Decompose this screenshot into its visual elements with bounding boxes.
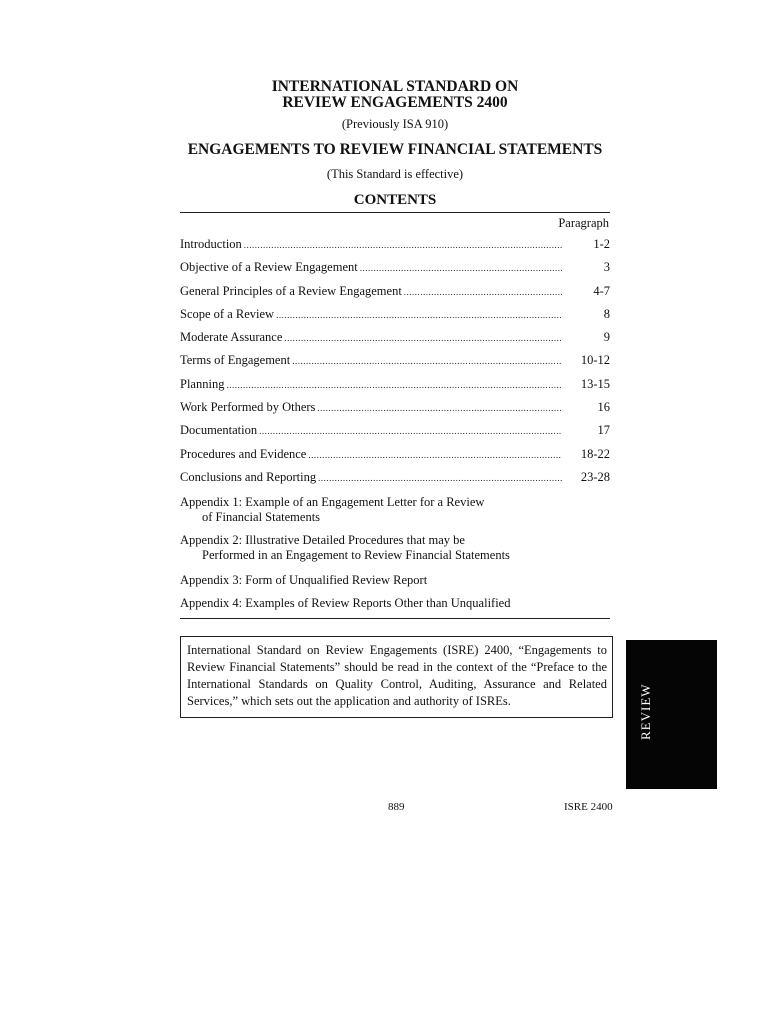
appendix-1-line-2: of Financial Statements <box>202 510 321 524</box>
dot-leader <box>292 354 562 369</box>
previously-note: (Previously ISA 910) <box>341 117 449 131</box>
toc-entry-label: Objective of a Review Engagement <box>180 260 358 275</box>
toc-entry-label: Introduction <box>180 237 242 251</box>
toc-entry-moderate-assurance[interactable] <box>180 330 610 353</box>
appendix-2-line-2: Performed in an Engagement to Review Financial Statements <box>202 548 510 562</box>
paragraph-column-header: Paragraph <box>558 216 609 230</box>
toc-entry-label: General Principles of a Review Engagement <box>180 283 402 298</box>
dot-leader <box>404 285 562 300</box>
toc-entry-paragraph: 4-7 <box>593 283 610 298</box>
toc-entry-conclusions-reporting[interactable] <box>180 470 610 493</box>
toc-entry-general-principles[interactable] <box>180 284 610 307</box>
section-tab-label: REVIEW <box>638 683 653 740</box>
appendix-3-line-1: Appendix 3: Form of Unqualified Review Report <box>180 573 428 587</box>
dot-leader <box>276 308 562 323</box>
toc-entry-paragraph: 16 <box>597 400 610 415</box>
appendix-1-line-1: Appendix 1: Example of an Engagement Letter for a Review <box>180 495 485 509</box>
contents-top-rule <box>180 212 610 213</box>
toc-entry-paragraph: 9 <box>603 330 610 345</box>
appendix-2-line-1: Appendix 2: Illustrative Detailed Procedures that may be <box>180 533 465 547</box>
toc-entry-paragraph: 3 <box>603 260 610 275</box>
document-title-line-2: REVIEW ENGAGEMENTS 2400 <box>282 94 508 111</box>
toc-entry-work-by-others[interactable] <box>180 400 610 423</box>
context-note-text: International Standard on Review Engagements (ISRE) 2400, “Engagements to Review Financial Statements” should be read in the context of the “Preface to the International Standards on Quality Control, Auditing, Assurance and Related Services,” which sets out the application and authority of ISREs. <box>187 643 607 708</box>
dot-leader <box>284 331 562 346</box>
toc-entry-label: Moderate Assurance <box>180 330 283 345</box>
dot-leader <box>360 261 562 276</box>
toc-entry-paragraph: 1-2 <box>593 237 610 251</box>
toc-entry-paragraph: 10-12 <box>580 353 610 368</box>
toc-entry-label: Documentation <box>180 423 258 438</box>
appendix-4-entry[interactable] <box>180 596 610 611</box>
dot-leader <box>259 424 562 439</box>
dot-leader <box>308 448 562 463</box>
effective-note: (This Standard is effective) <box>326 167 464 181</box>
page-number: 889 <box>388 801 405 813</box>
dot-leader <box>244 238 562 253</box>
toc-entry-label: Procedures and Evidence <box>180 446 307 461</box>
toc-entry-introduction[interactable] <box>180 237 610 260</box>
toc-entry-paragraph: 17 <box>597 423 610 438</box>
context-note-box <box>180 636 613 718</box>
dot-leader <box>226 378 562 393</box>
toc-entry-paragraph: 18-22 <box>580 446 610 461</box>
contents-bottom-rule <box>180 618 610 619</box>
subject-title: ENGAGEMENTS TO REVIEW FINANCIAL STATEMENTS <box>187 141 603 158</box>
toc-entry-paragraph: 23-28 <box>580 469 610 484</box>
toc-entry-documentation[interactable] <box>180 423 610 446</box>
toc-entry-label: Conclusions and Reporting <box>180 469 317 484</box>
contents-heading: CONTENTS <box>353 192 437 208</box>
appendix-4-line-1: Appendix 4: Examples of Review Reports Other than Unqualified <box>180 596 511 610</box>
document-reference: ISRE 2400 <box>564 801 613 813</box>
dot-leader <box>318 471 562 486</box>
document-title-line-1: INTERNATIONAL STANDARD ON <box>271 78 519 95</box>
toc-entry-label: Scope of a Review <box>180 306 275 321</box>
toc-entry-paragraph: 13-15 <box>580 376 610 391</box>
appendix-2-entry[interactable] <box>180 533 610 563</box>
appendix-3-entry[interactable] <box>180 573 610 588</box>
toc-entry-procedures-evidence[interactable] <box>180 447 610 470</box>
dot-leader <box>317 401 562 416</box>
toc-entry-paragraph: 8 <box>603 306 610 321</box>
toc-entry-label: Terms of Engagement <box>180 353 291 368</box>
toc-entry-label: Work Performed by Others <box>180 400 316 415</box>
appendix-1-entry[interactable] <box>180 495 610 525</box>
toc-entry-label: Planning <box>180 376 225 391</box>
toc-entry-planning[interactable] <box>180 377 610 400</box>
toc-entry-objective[interactable] <box>180 260 610 283</box>
table-of-contents <box>180 237 610 493</box>
toc-entry-terms-of-engagement[interactable] <box>180 353 610 376</box>
toc-entry-scope[interactable] <box>180 307 610 330</box>
